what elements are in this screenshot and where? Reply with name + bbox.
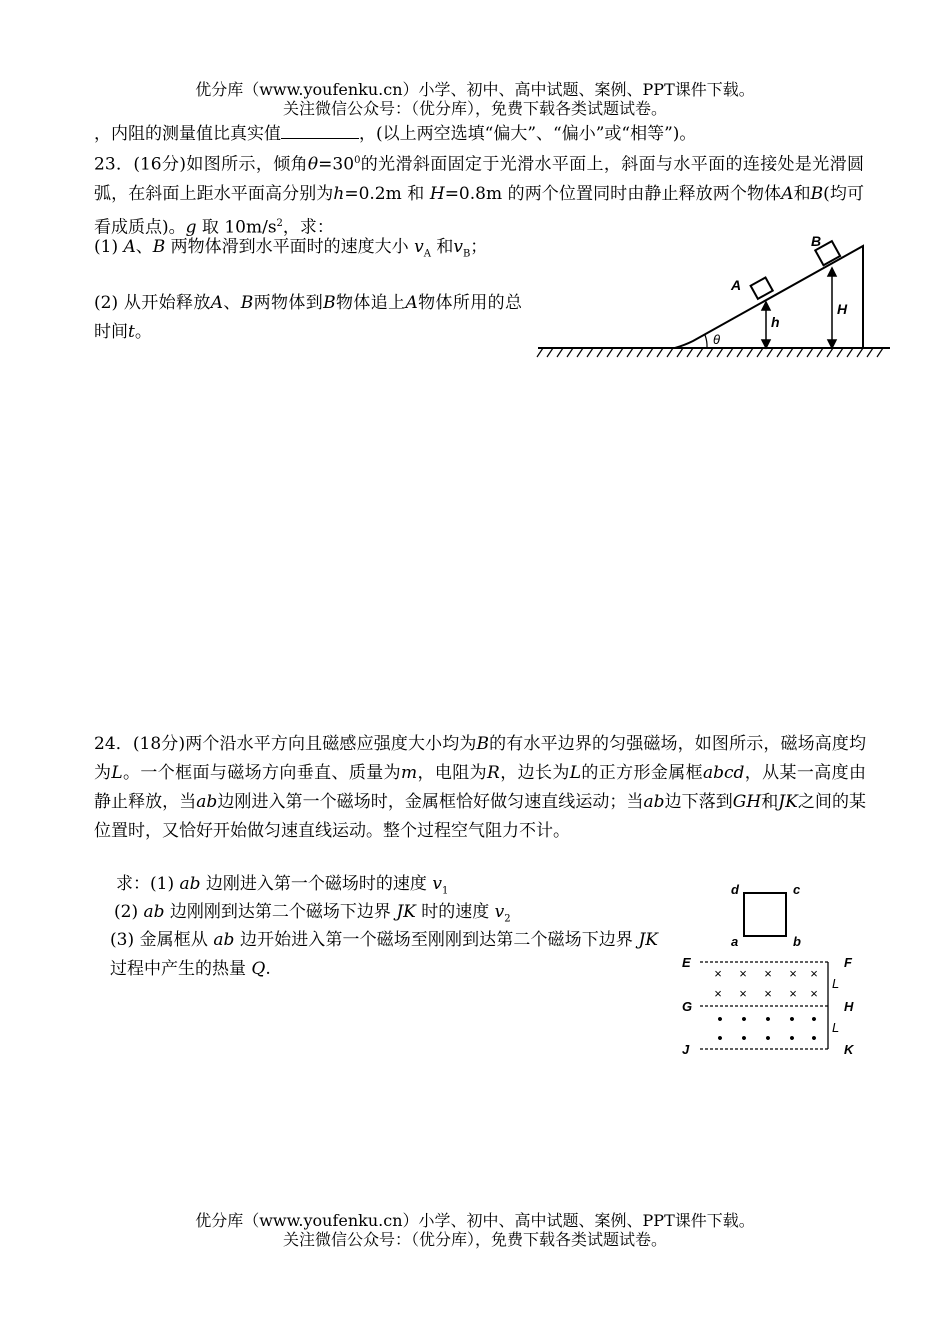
ground-line xyxy=(537,348,890,357)
field-cross: × xyxy=(764,986,772,1001)
height-h-arrow xyxy=(762,302,770,348)
question-24-stem: 24．(18分)两个沿水平方向且磁感应强度大小均为B的有水平边界的匀强磁场，如图所示，磁场高度均为L。一个框面与磁场方向垂直、质量为m，电阻为R，边长为L的正方形金属框abcd，从某一高度由静止释放，当ab边刚进入第一个磁场时，金属框恰好做匀速直线运动；当ab边下落到GH和JK之间的某位置时，又恰好开始做匀速直线运动。整个过程空气阻力不计。 xyxy=(94,734,867,841)
footer-line-1: 优分库（www.youfenku.cn）小学、初中、高中试题、案例、PPT课件下载。 xyxy=(195,1211,755,1230)
answer-blank xyxy=(281,122,359,139)
metal-frame xyxy=(744,893,786,936)
question-24-number: 24．(18分) xyxy=(94,734,186,754)
corner-d-label: d xyxy=(731,882,739,897)
field-cross: × xyxy=(810,986,818,1001)
field-dot: • xyxy=(811,1030,817,1047)
header-line-1: 优分库（www.youfenku.cn）小学、初中、高中试题、案例、PPT课件下载。 xyxy=(195,80,755,99)
field-dot: • xyxy=(765,1011,771,1028)
field-cross: × xyxy=(789,986,797,1001)
boundary-G-label: G xyxy=(682,999,693,1014)
question-23-stem: 23．(16分)如图所示，倾角$\theta=30^0$的光滑斜面固定于光滑水平面上，斜面与水平面的连接处是光滑圆弧，在斜面上距水平面高分别为h=0.2m 和 H=0.8m 的两个位置同时由静止释放两个物体A和B(均可看成质点)。g 取 $10m/s^2$，求： xyxy=(94,154,865,238)
corner-c-label: c xyxy=(793,882,801,897)
field-dot: • xyxy=(717,1030,723,1047)
field-dot: • xyxy=(789,1030,795,1047)
field-cross: × xyxy=(764,966,772,981)
field-into-page xyxy=(714,966,818,1001)
field-dot: • xyxy=(765,1030,771,1047)
field-cross: × xyxy=(789,966,797,981)
question-23-sub-2: (2) 从开始释放A、B两物体到B物体追上A物体所用的总时间t。 xyxy=(94,293,523,342)
height-h-label: h xyxy=(771,314,780,330)
footer-line-2: 关注微信公众号：（优分库），免费下载各类试题试卷。 xyxy=(282,1230,667,1249)
block-a xyxy=(751,278,773,299)
block-a-label: A xyxy=(731,277,742,293)
height-H-label: H xyxy=(837,301,848,317)
height-H-arrow xyxy=(828,268,836,348)
previous-question-fragment: ，内阻的测量值比真实值 ，(以上两空选填“偏大”、“偏小”或“相等”)。 xyxy=(94,124,697,144)
page-header xyxy=(0,80,950,118)
field-cross: × xyxy=(739,986,747,1001)
question-24-sub-2: (2) ab 边刚刚到达第二个磁场下边界 JK 时的速度 $v_2$ xyxy=(114,902,511,925)
field-cross: × xyxy=(739,966,747,981)
field-dot: • xyxy=(741,1030,747,1047)
page-footer xyxy=(0,1211,950,1249)
boundary-J-label: J xyxy=(682,1042,690,1057)
theta-label: θ xyxy=(713,332,721,347)
corner-a-label: a xyxy=(731,934,739,949)
magnetic-field-figure xyxy=(676,876,866,1066)
incline-figure xyxy=(535,228,895,363)
question-23-sub-1: (1) A、B 两物体滑到水平面时的速度大小 $v_A$ 和$v_B$； xyxy=(94,237,488,260)
incline-slope xyxy=(675,246,863,348)
theta-arc xyxy=(705,335,707,348)
field-dot: • xyxy=(811,1011,817,1028)
field-cross: × xyxy=(714,986,722,1001)
corner-b-label: b xyxy=(793,934,801,949)
field-dot: • xyxy=(789,1011,795,1028)
height-L-top-label: L xyxy=(832,976,840,991)
header-line-2: 关注微信公众号：（优分库），免费下载各类试题试卷。 xyxy=(282,99,667,118)
field-dot: • xyxy=(717,1011,723,1028)
field-dot: • xyxy=(741,1011,747,1028)
height-L-bottom-label: L xyxy=(832,1020,840,1035)
boundary-F-label: F xyxy=(844,955,852,970)
question-24-sub-3: (3) 金属框从 ab 边开始进入第一个磁场至刚刚到达第二个磁场下边界 JK 过程中产生的热量 Q. xyxy=(110,930,658,979)
field-out-of-page xyxy=(717,1011,816,1047)
field-cross: × xyxy=(810,966,818,981)
field-cross: × xyxy=(714,966,722,981)
block-b-label: B xyxy=(811,233,822,249)
boundary-K-label: K xyxy=(844,1042,854,1057)
question-23-number: 23．(16分) xyxy=(94,154,186,175)
boundary-E-label: E xyxy=(682,955,691,970)
boundary-H-label: H xyxy=(844,999,854,1014)
question-24-sub-1: 求：(1) ab 边刚进入第一个磁场时的速度 $v_1$ xyxy=(116,874,449,897)
